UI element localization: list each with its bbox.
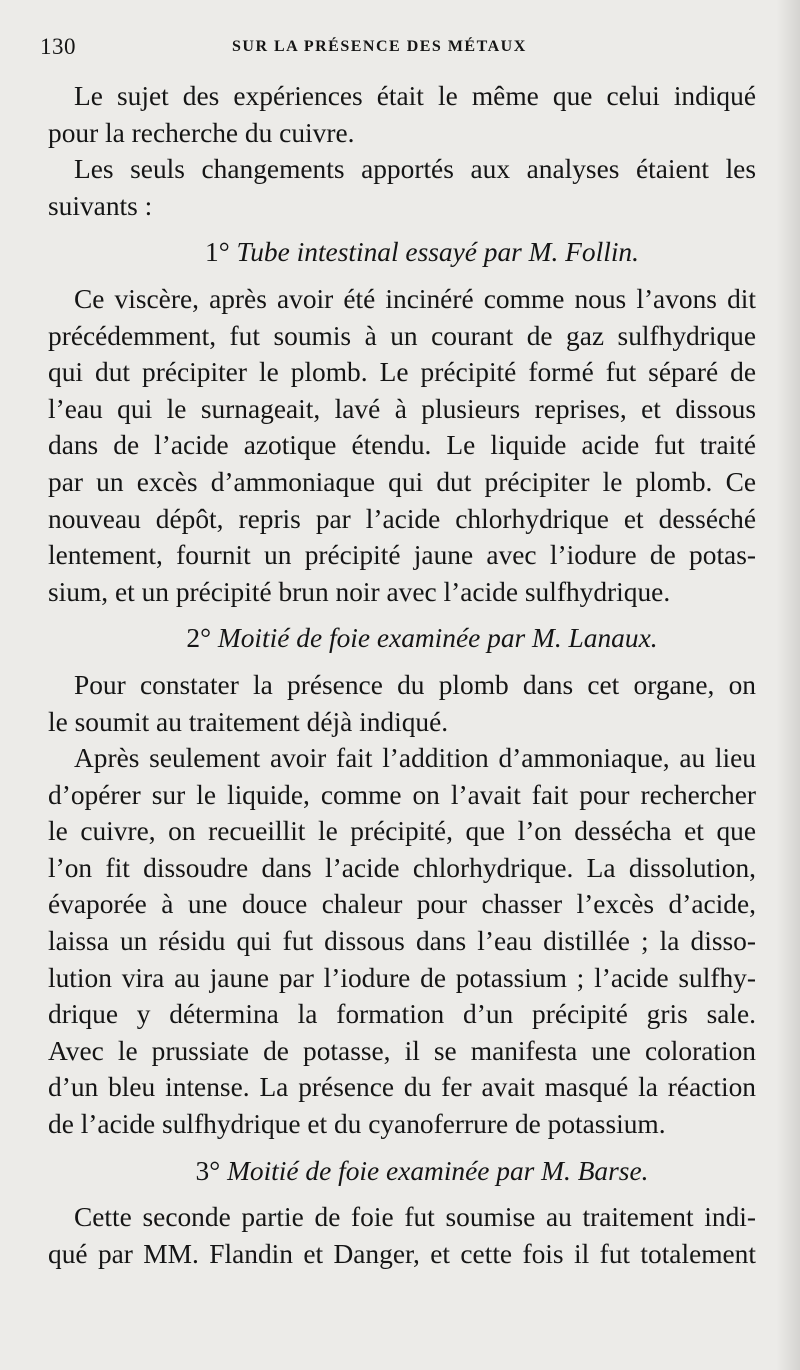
text-line: lution vira au jaune par l’iodure de potassium ; l’acide sulfhy- bbox=[48, 962, 756, 993]
text-line: dans de l’acide azotique étendu. Le liquide acide fut traité bbox=[48, 430, 756, 461]
text-line: lentement, fournit un précipité jaune avec l’iodure de potas- bbox=[48, 540, 756, 571]
text-line: laissa un résidu qui fut dissous dans l’eau distillée ; la disso- bbox=[48, 926, 756, 957]
page-number: 130 bbox=[40, 34, 76, 59]
section-number: 3° bbox=[195, 1155, 221, 1186]
section-title: Tube intestinal essayé par M. Follin. bbox=[236, 237, 639, 268]
text-line: suivants : bbox=[48, 190, 153, 221]
text-line: d’un bleu intense. La présence du fer avait masqué la réaction bbox=[48, 1072, 756, 1103]
text-line: Après seulement avoir fait l’addition d’ammoniaque, au lieu bbox=[74, 743, 756, 774]
section-heading-3 bbox=[48, 1153, 756, 1190]
text-line: par un excès d’ammoniaque qui dut précipiter le plomb. Ce bbox=[48, 466, 756, 497]
text-line: drique y détermina la formation d’un précipité gris sale. bbox=[48, 999, 756, 1030]
text-line: Cette seconde partie de foie fut soumise au traitement indi- bbox=[74, 1202, 756, 1233]
text-line: évaporée à une douce chaleur pour chasser l’excès d’acide, bbox=[48, 889, 756, 920]
body-text bbox=[48, 78, 756, 1272]
text-line: le cuivre, on recueillit le précipité, que l’on dessécha et que bbox=[48, 816, 756, 847]
text-line: nouveau dépôt, repris par l’acide chlorhydrique et desséché bbox=[48, 503, 756, 534]
running-head: SUR LA PRÉSENCE DES MÉTAUX bbox=[232, 38, 527, 55]
text-line: qui dut précipiter le plomb. Le précipité formé fut séparé de bbox=[48, 357, 756, 388]
text-line: pour la recherche du cuivre. bbox=[48, 117, 355, 148]
text-line: Pour constater la présence du plomb dans cet organe, on bbox=[74, 669, 756, 700]
section-heading-1 bbox=[48, 234, 756, 271]
text-line: Avec le prussiate de potasse, il se manifesta une coloration bbox=[48, 1035, 756, 1066]
section-number: 1° bbox=[205, 237, 230, 268]
text-line: Ce viscère, après avoir été incinéré comme nous l’avons dit bbox=[74, 283, 756, 314]
text-line: qué par MM. Flandin et Danger, et cette fois il fut totalement bbox=[48, 1238, 756, 1269]
section-title: Moitié de foie examinée par M. Barse. bbox=[227, 1155, 649, 1186]
section-heading-2 bbox=[48, 620, 756, 657]
section-title: Moitié de foie examinée par M. Lanaux. bbox=[217, 623, 658, 654]
text-line: précédemment, fut soumis à un courant de gaz sulfhydrique bbox=[48, 320, 756, 351]
text-line: le soumit au traitement déjà indiqué. bbox=[48, 706, 449, 737]
page-header bbox=[40, 34, 758, 64]
text-line: sium, et un précipité brun noir avec l’acide sulfhydrique. bbox=[48, 576, 671, 607]
text-line: Les seuls changements apportés aux analyses étaient les bbox=[74, 154, 756, 185]
text-line: de l’acide sulfhydrique et du cyanoferrure de potassium. bbox=[48, 1109, 666, 1140]
text-line: l’on fit dissoudre dans l’acide chlorhydrique. La dissolution, bbox=[48, 852, 756, 883]
section-number: 2° bbox=[186, 623, 212, 654]
text-line: d’opérer sur le liquide, comme on l’avait fait pour rechercher bbox=[48, 779, 756, 810]
text-line: l’eau qui le surnageait, lavé à plusieurs reprises, et dissous bbox=[48, 393, 756, 424]
text-line: Le sujet des expériences était le même que celui indiqué bbox=[74, 81, 756, 111]
